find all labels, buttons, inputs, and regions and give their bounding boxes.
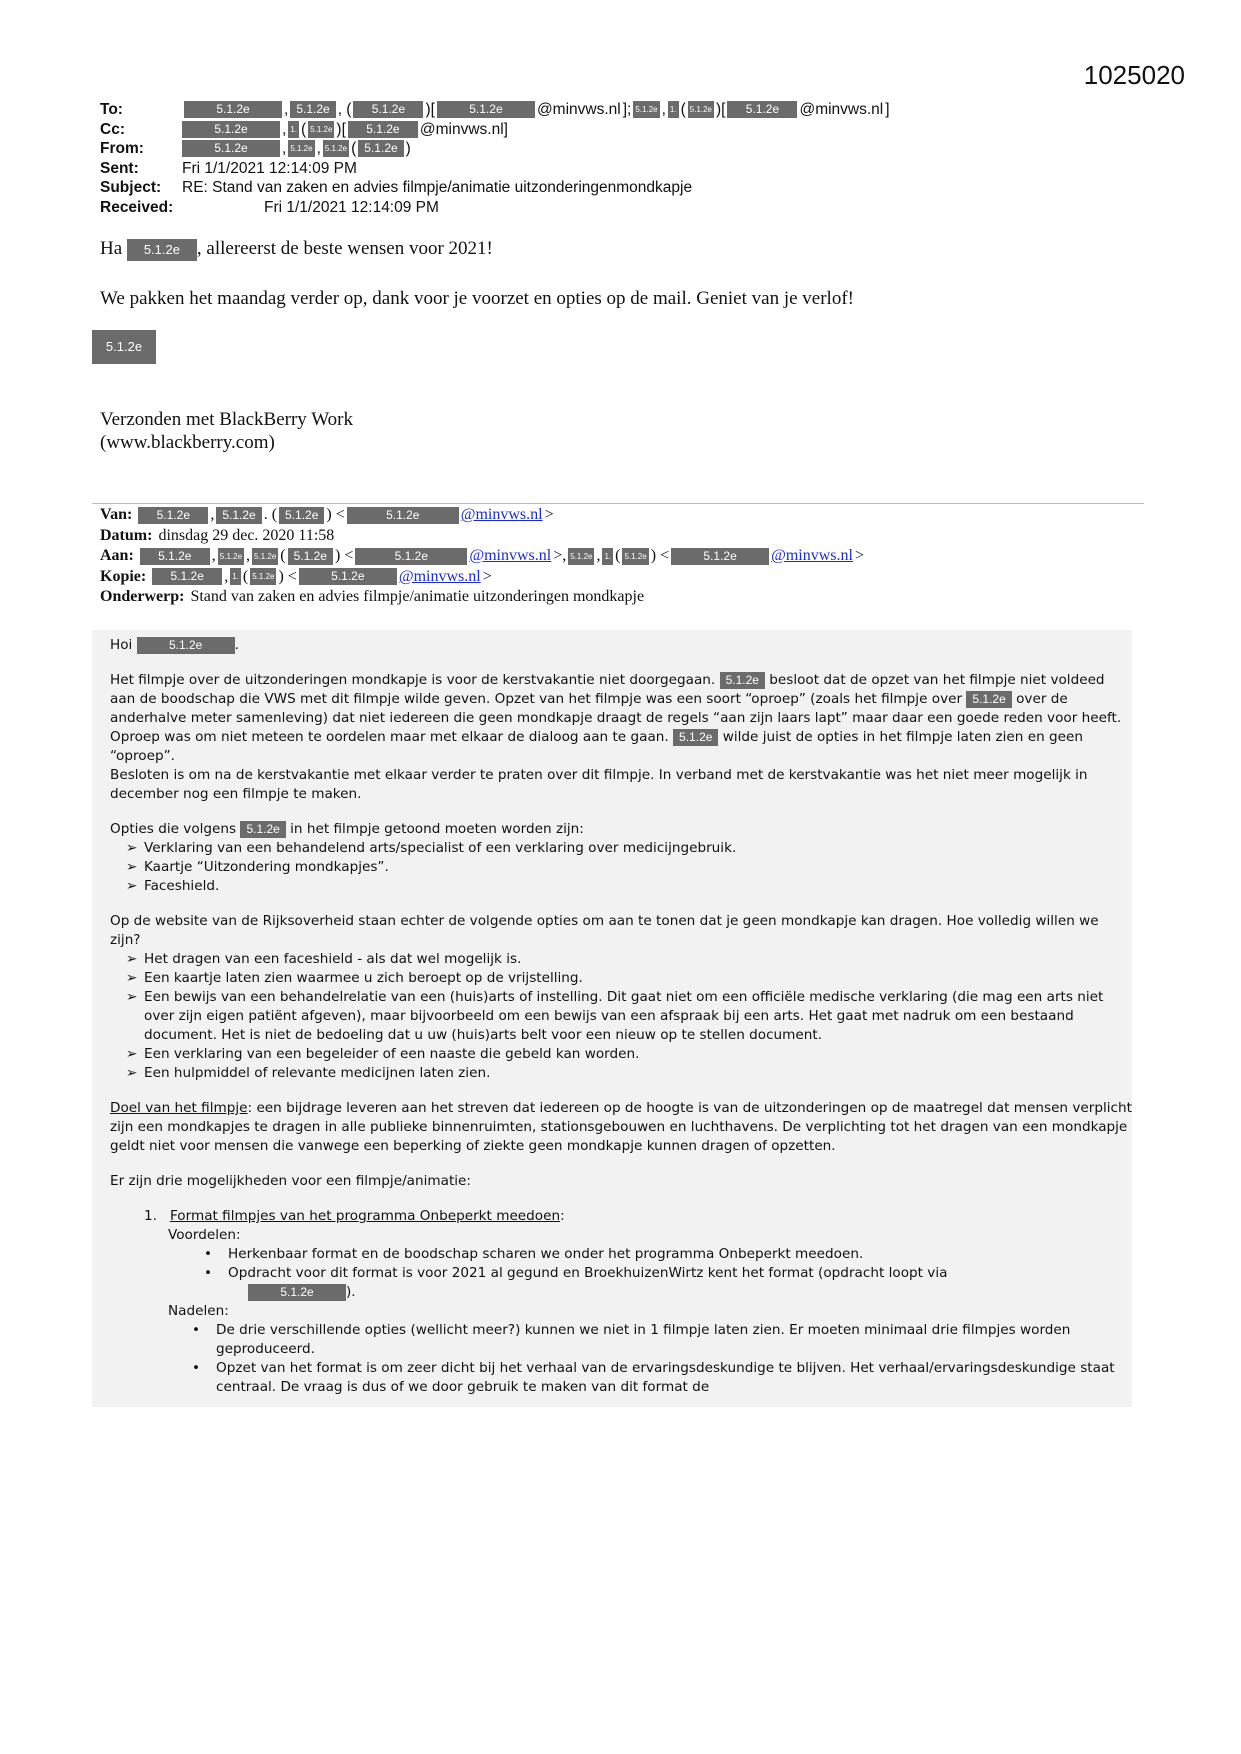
p1-d: wilde juist de opties in het filmpje laten zien en geen “oproep”.: [110, 729, 1084, 764]
nadelen-label: Nadelen:: [168, 1303, 229, 1319]
to-end: ]: [885, 101, 890, 119]
reply-message: We pakken het maandag verder op, dank voor je voorzet en opties op de mail. Geniet van je verlof!: [100, 288, 854, 309]
email-link[interactable]: @minvws.nl: [469, 547, 552, 564]
received-label: Received:: [100, 198, 174, 216]
sent-with-line: Verzonden met BlackBerry Work: [100, 409, 353, 430]
sent-with: [100, 408, 353, 454]
redaction: 5.1.2e: [137, 637, 235, 654]
redaction: 5.1.2e: [299, 568, 397, 585]
voordelen-list: [110, 1245, 1132, 1302]
cc-label: Cc:: [100, 120, 125, 138]
list-item-text: Opdracht voor dit format is voor 2021 al gegund en BroekhuizenWirtz kent het format (opdracht loopt via: [228, 1265, 948, 1281]
list-item: • Herkenbaar format en de boodschap scharen we onder het programma Onbeperkt meedoen.: [228, 1245, 1132, 1264]
subject-label: Subject:: [100, 179, 162, 197]
to-label: To:: [100, 101, 123, 119]
received-row: [100, 198, 890, 218]
redaction: 1.: [602, 548, 613, 565]
email-link[interactable]: @minvws.nl: [460, 506, 543, 523]
email-link[interactable]: @minvws.nl: [398, 567, 481, 585]
received-value: Fri 1/1/2021 12:14:09 PM: [264, 198, 439, 216]
redaction: 5.1.2e: [348, 121, 418, 138]
to-separator: ];: [622, 101, 632, 119]
kopie-label: Kopie:: [100, 567, 147, 585]
redaction: 5.1.2e: [184, 101, 282, 118]
list-item: [228, 1264, 1132, 1302]
website-intro: Op de website van de Rijksoverheid staan echter de volgende opties om aan te tonen dat je geen mondkapje kan dragen. Hoe volledig willen we zijn?: [110, 913, 1099, 948]
signature-redaction: [92, 330, 156, 364]
van-row: Van: 5.1.2e , 5.1.2e . ( 5.1.2e ) < 5.1.2e @minvws.nl >: [100, 505, 864, 526]
redaction: 5.1.2e: [288, 140, 314, 157]
redaction: 5.1.2e: [673, 729, 718, 746]
redaction: 5.1.2e: [355, 548, 467, 565]
onderwerp-label: Onderwerp:: [100, 588, 185, 605]
email-domain: @minvws.nl: [536, 101, 621, 119]
blackberry-link: (www.blackberry.com): [100, 432, 275, 453]
email-link[interactable]: @minvws.nl: [771, 547, 853, 564]
redaction: 5.1.2e: [288, 548, 333, 565]
redaction: 5.1.2e: [622, 548, 648, 565]
subject-value: RE: Stand van zaken en advies filmpje/animatie uitzonderingenmondkapje: [182, 179, 693, 197]
redaction: 5.1.2e: [218, 548, 244, 565]
list-item: ➢ Kaartje “Uitzondering mondkapjes”.: [144, 858, 1132, 877]
list-item: • De drie verschillende opties (wellicht meer?) kunnen we niet in 1 filmpje laten zien. Er moeten minimaal drie filmpjes worden geproduceerd.: [216, 1321, 1132, 1359]
forwarded-body: [92, 630, 1132, 1407]
redaction: 5.1.2e: [182, 140, 280, 157]
divider: [92, 503, 1144, 504]
drie-mogelijkheden: Er zijn drie mogelijkheden voor een filmpje/animatie:: [110, 1173, 471, 1189]
list-item-end: ).: [346, 1284, 356, 1300]
redaction: 5.1.2e: [250, 568, 276, 585]
list-item: ➢ Een hulpmiddel of relevante medicijnen laten zien.: [144, 1064, 1132, 1083]
redaction: 5.1.2e: [358, 140, 403, 157]
doel-text: : een bijdrage leveren aan het streven dat iedereen op de hoogte is van de uitzonderingen op de maatregel dat mensen verplicht zijn een mondkapjes te dragen in alle publieke binnenruimten, stationsgebouwen en luchthavens. De verplichting tot het dragen van een mondkapje geldt niet voor mensen die vanwege een beperking of ziekte geen mondkapje kunnen dragen of opzetten.: [110, 1100, 1132, 1154]
p1-b: besloot dat de opzet van het filmpje niet voldeed aan de boodschap die VWS met dit filmpje wilde geven. Opzet van het filmpje was een soort “oproep” (zoals het filmpje over: [110, 672, 1105, 707]
to-row: To: 5.1.2e , 5.1.2e , ( 5.1.2e )[ 5.1.2e @minvws.nl ]; 5.1.2e , 1. ( 5.1.2e )[ 5.1.2e @minvws.nl ]: [100, 101, 890, 119]
sent-label: Sent:: [100, 159, 139, 177]
redaction: 5.1.2e: [671, 548, 769, 565]
nadelen-list: [110, 1321, 1132, 1397]
opties-list: [110, 839, 1132, 896]
doel-paragraph: [110, 1099, 1132, 1156]
redaction: 5.1.2e: [727, 101, 797, 118]
doel-label: Doel van het filmpje: [110, 1100, 248, 1116]
onderwerp-value: Stand van zaken en advies filmpje/animatie uitzonderingen mondkapje: [190, 588, 645, 605]
p1-a: Het filmpje over de uitzonderingen mondkapje is voor de kerstvakantie niet doorgegaan.: [110, 672, 716, 688]
item-title: Format filmpjes van het programma Onbeperkt meedoen: [169, 1208, 561, 1224]
voordelen-label: Voordelen:: [168, 1227, 241, 1243]
from-label: From:: [100, 140, 144, 158]
cc-end: @minvws.nl]: [419, 120, 508, 138]
redaction: 5.1.2e: [323, 140, 349, 157]
redaction: 5.1.2e: [140, 548, 210, 565]
p1-c: over de anderhalve meter samenleving) dat niet iedereen die geen mondkapje draagt de regels “aan zijn laars lapt” maar daar een goede reden voor heeft. Oproep was om niet meteen te oordelen maar met elkaar de dialoog aan te gaan.: [110, 691, 1122, 745]
redaction: 5.1.2e: [127, 239, 197, 261]
greeting-text: , allereerst de beste wensen voor 2021!: [196, 238, 493, 259]
list-item: ➢ Een bewijs van een behandelrelatie van een (huis)arts of instelling. Dit gaat niet om een officiële medische verklaring (die mag een arts niet over zijn eigen patiënt afgeven), maar bijvoorbeeld om een bewijs van een afspraak bij een arts. Het gaat met nadruk om een bestaand document. Het is niet de bedoeling dat u uw (huis)arts belt voor een nieuw op te stellen document.: [144, 988, 1132, 1045]
datum-label: Datum:: [100, 526, 153, 544]
aan-row: Aan: 5.1.2e , 5.1.2e , 5.1.2e ( 5.1.2e ) < 5.1.2e @minvws.nl >, 5.1.2e , 1. ( 5.1.2e ) < 5.1.2e @minvws.nl >: [100, 546, 864, 567]
option-1: [110, 1207, 1132, 1226]
redaction: 1.: [668, 101, 679, 118]
redaction: 5.1.2e: [353, 101, 423, 118]
opties-a: Opties die volgens: [110, 821, 237, 837]
email-header: [100, 100, 890, 217]
hoi-line: Hoi 5.1.2e .: [110, 637, 239, 653]
subject-row: [100, 178, 890, 198]
redaction: 5.1.2e: [688, 101, 714, 118]
redaction: 5.1.2e: [252, 548, 278, 565]
sent-row: [100, 159, 890, 179]
datum-row: [100, 526, 864, 547]
redaction: 5.1.2e: [308, 121, 334, 138]
item-colon: :: [560, 1208, 565, 1224]
document-number: 1025020: [1083, 60, 1185, 90]
list-item: ➢ Een kaartje laten zien waarmee u zich beroept op de vrijstelling.: [144, 969, 1132, 988]
kopie-row: Kopie: 5.1.2e , 1. ( 5.1.2e ) < 5.1.2e @minvws.nl >: [100, 567, 864, 588]
redaction: 5.1.2e: [720, 672, 765, 689]
sent-value: Fri 1/1/2021 12:14:09 PM: [182, 159, 357, 177]
cc-row: Cc: 5.1.2e , 1. ( 5.1.2e )[ 5.1.2e @minvws.nl]: [100, 120, 508, 138]
redaction: 5.1.2e: [279, 507, 324, 524]
list-item: • Opzet van het format is om zeer dicht bij het verhaal van de ervaringsdeskundige te blijven. Het verhaal/ervaringsdeskundige staat centraal. De vraag is dus of we door gebruik te maken van dit format de: [216, 1359, 1132, 1397]
forwarded-header: [100, 505, 864, 608]
redaction: 5.1.2e: [138, 507, 208, 524]
redaction: 5.1.2e: [152, 568, 222, 585]
list-item: ➢ Het dragen van een faceshield - als dat wel mogelijk is.: [144, 950, 1132, 969]
list-item: ➢ Een verklaring van een begeleider of een naaste die gebeld kan worden.: [144, 1045, 1132, 1064]
email-domain: @minvws.nl: [799, 101, 884, 119]
list-item: ➢ Faceshield.: [144, 877, 1132, 896]
redaction: 1.: [288, 121, 299, 138]
redaction: 5.1.2e: [966, 691, 1011, 708]
hoi-text: Hoi: [110, 637, 133, 653]
redaction: 5.1.2e: [240, 821, 285, 838]
aan-label: Aan:: [100, 547, 134, 564]
onderwerp-row: [100, 587, 864, 608]
from-row: From: 5.1.2e , 5.1.2e , 5.1.2e ( 5.1.2e ): [100, 140, 411, 158]
greeting-prefix: Ha: [100, 238, 123, 259]
redaction: 5.1.2e: [568, 548, 594, 565]
list-item: ➢ Verklaring van een behandelend arts/specialist of een verklaring over medicijngebruik.: [144, 839, 1132, 858]
p1-e: Besloten is om na de kerstvakantie met elkaar verder te praten over dit filmpje. In verband met de kerstvakantie was het niet meer mogelijk in december nog een filmpje te maken.: [110, 767, 1088, 802]
redaction: 5.1.2e: [347, 507, 459, 524]
redaction: 5.1.2e: [633, 101, 659, 118]
redaction: 5.1.2e: [437, 101, 535, 118]
opties-intro: [110, 820, 1132, 839]
website-opties-list: [110, 950, 1132, 1083]
redaction: 5.1.2e: [290, 101, 335, 118]
greeting: [100, 238, 493, 261]
redaction: 1.: [230, 568, 241, 585]
redaction: 5.1.2e: [216, 507, 261, 524]
opties-b: in het filmpje getoond moeten worden zijn:: [290, 821, 584, 837]
redaction: 5.1.2e: [182, 121, 280, 138]
redaction: 5.1.2e: [92, 330, 156, 364]
item-number: 1.: [144, 1208, 157, 1224]
datum-value: dinsdag 29 dec. 2020 11:58: [158, 526, 335, 544]
redaction: 5.1.2e: [248, 1284, 346, 1301]
paragraph-status: [110, 671, 1132, 804]
van-label: Van:: [100, 506, 133, 523]
